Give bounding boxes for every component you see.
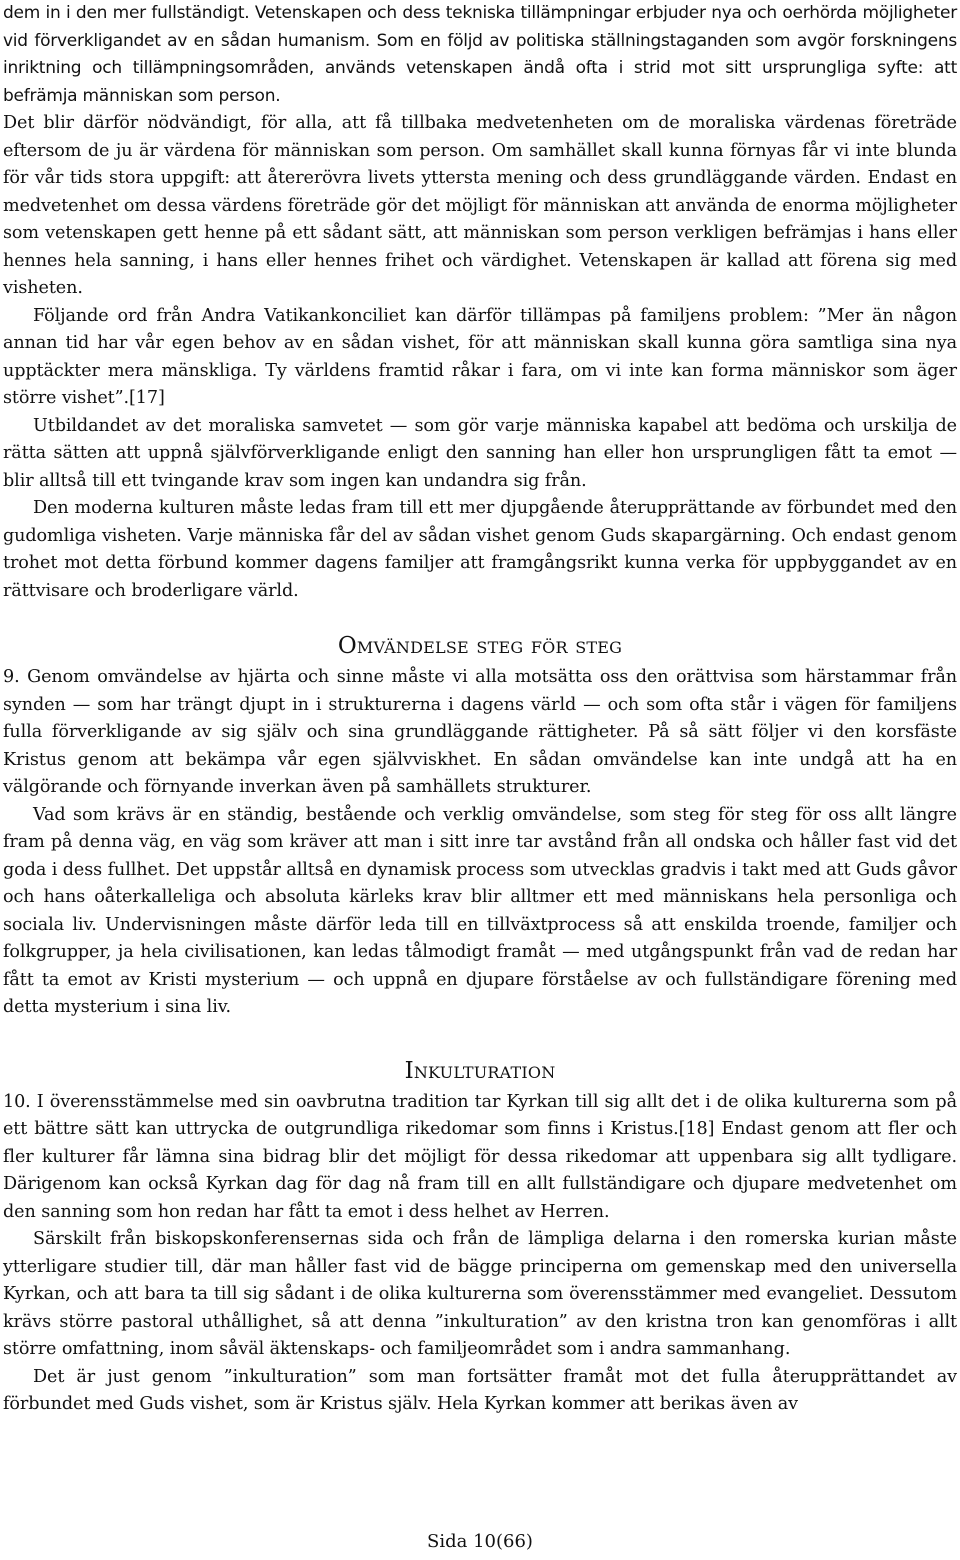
paragraph-modern-culture: Den moderna kulturen måste ledas fram till ett mer djupgående återupprättande av förbundet med den gudomliga visheten. Varje människa får del av sådan vishet genom Guds skapargärning. Och endast genom trohet mot detta förbund kommer dagens familjer att framgångsrikt kunna verka för uppbyggandet av en rättvisare och broderligare värld. <box>3 498 957 601</box>
paragraph-inculturation-covenant: Det är just genom ”inkulturation” som man fortsätter framåt mot det fulla återupprättandet av förbundet med Guds vishet, som är Kristus själv. Hela Kyrkan kommer att berikas även av <box>3 1366 957 1414</box>
paragraph-council-quote: Följande ord från Andra Vatikankonciliet kan därför tillämpas på familjens problem: ”Mer än någon annan tid har vår egen behov av en sådan vishet, för att människan skall kunna göra samtliga sina nya upptäckter mera mänskliga. Ty världens framtid råkar i fara, om vi inte kan forma människor som äger större vishet”.[17] <box>3 305 957 408</box>
paragraph-conversion: 9. Genom omvändelse av hjärta och sinne måste vi alla motsätta oss den orättvisa som härstammar från synden — som har trängt djupt in i strukturerna i dagens värld — och som ofta står i vägen för familjens fulla förverkligande av sig själv och sina grundläggande rättigheter. På så sätt följer vi den korsfäste Kristus genom att bekämpa vår egen självviskhet. En sådan omvändelse kan inte undgå att ha en välgörande och förnyande inverkan även på samhällets strukturer. <box>3 667 957 797</box>
paragraph-cultures: 10. I överensstämmelse med sin oavbrutna tradition tar Kyrkan till sig allt det i de olika kulturerna som på ett bättre sätt kan uttrycka de outgrundliga rikedomar som finns i Kristus.[18] Endast genom att fler och fler kulturer får lämna sina bidrag blir det möjligt för dessa rikedomar att uppenbara sig allt tydligare. Därigenom kan också Kyrkan dag för dag nå fram till en allt fullständigare och djupare medvetenhet om den sanning som hon redan har fått ta emot i dess helhet av Herren. <box>3 1091 957 1222</box>
page-number-footer: Sida 10(66) <box>427 1531 533 1552</box>
paragraph-continuous-conversion: Vad som krävs är en ständig, bestående och verklig omvändelse, som steg för steg för oss allt längre fram på denna väg, en väg som kräver att man i sitt inre tar avstånd från all ondska och håller fast vid det goda i dess fullhet. Det uppstår alltså en dynamisk process som utvecklas gradvis i takt med att Guds gåvor och hans oåterkalleliga och absoluta kärleks krav blir alltmer ett med människans hela personliga och sociala liv. Undervisningen måste därför leda till en tillväxtprocess så att enskilda troende, familjer och folkgrupper, ja hela civilisationen, kan ledas tålmodigt framåt — med utgångspunkt från vad de redan har fått ta emot av Kristi mysterium — och uppnå en djupare förståelse av och fullständigare förening med detta mysterium i sina liv. <box>3 804 957 1017</box>
paragraph-conscience: Utbildandet av det moraliska samvetet — som gör varje människa kapabel att bedöma och urskilja de rätta sätten att uppnå självförverkligande enligt den sanning han eller hon ursprungligen fått ta emot — blir alltså till ett tvingande krav som ingen kan undandra sig från. <box>3 415 957 491</box>
paragraph-humanism: dem in i den mer fullständigt. Vetenskapen och dess tekniska tillämpningar erbjuder nya och oerhörda möjligheter vid förverkligandet av en sådan humanism. Som en följd av politiska ställningstaganden som avgör forskningens inriktning och tillämpningsområden, används vetenskapen ändå ofta i strid mot sitt ursprungliga syfte: att befrämja människan som person. <box>3 3 957 106</box>
section-heading-inkulturation: Inkulturation <box>404 1057 556 1084</box>
paragraph-bishops-conferences: Särskilt från biskopskonferensernas sida och från de lämpliga delarna i den romerska kurian måste ytterligare studier till, där man håller fast vid de bägge principerna om gemenskap med den universella Kyrkan, och att bara ta till sig sådant i de olika kulturerna som överensstämmer med evangeliet. Dessutom krävs större pastoral uthållighet, så att denna ”inkulturation” av den kristna tron kan genomföras i allt större omfattning, inom såväl äktenskaps- och familjeområdet som i andra sammanhang. <box>3 1229 957 1359</box>
section-heading-omvandelse: Omvändelse steg för steg <box>337 633 623 659</box>
paragraph-moral-values: Det blir därför nödvändigt, för alla, att få tillbaka medvetenheten om de moraliska värdenas företräde eftersom de ju är värdena för människan som person. Om samhället skall kunna förnyas får vi inte blunda för vår tids stora uppgift: att återerövra livets yttersta mening och dess grundläggande värden. Endast en medvetenhet om dessa värdens företräde gör det möjligt för människan att använda de enorma möjligheter som vetenskapen gett henne på ett sådant sätt, att människan som person verkligen befrämjas i hans eller hennes hela sanning, i hans eller hennes frihet och värdighet. Vetenskapen är kallad att förena sig med visheten. <box>3 113 957 298</box>
document-page <box>3 0 957 1419</box>
